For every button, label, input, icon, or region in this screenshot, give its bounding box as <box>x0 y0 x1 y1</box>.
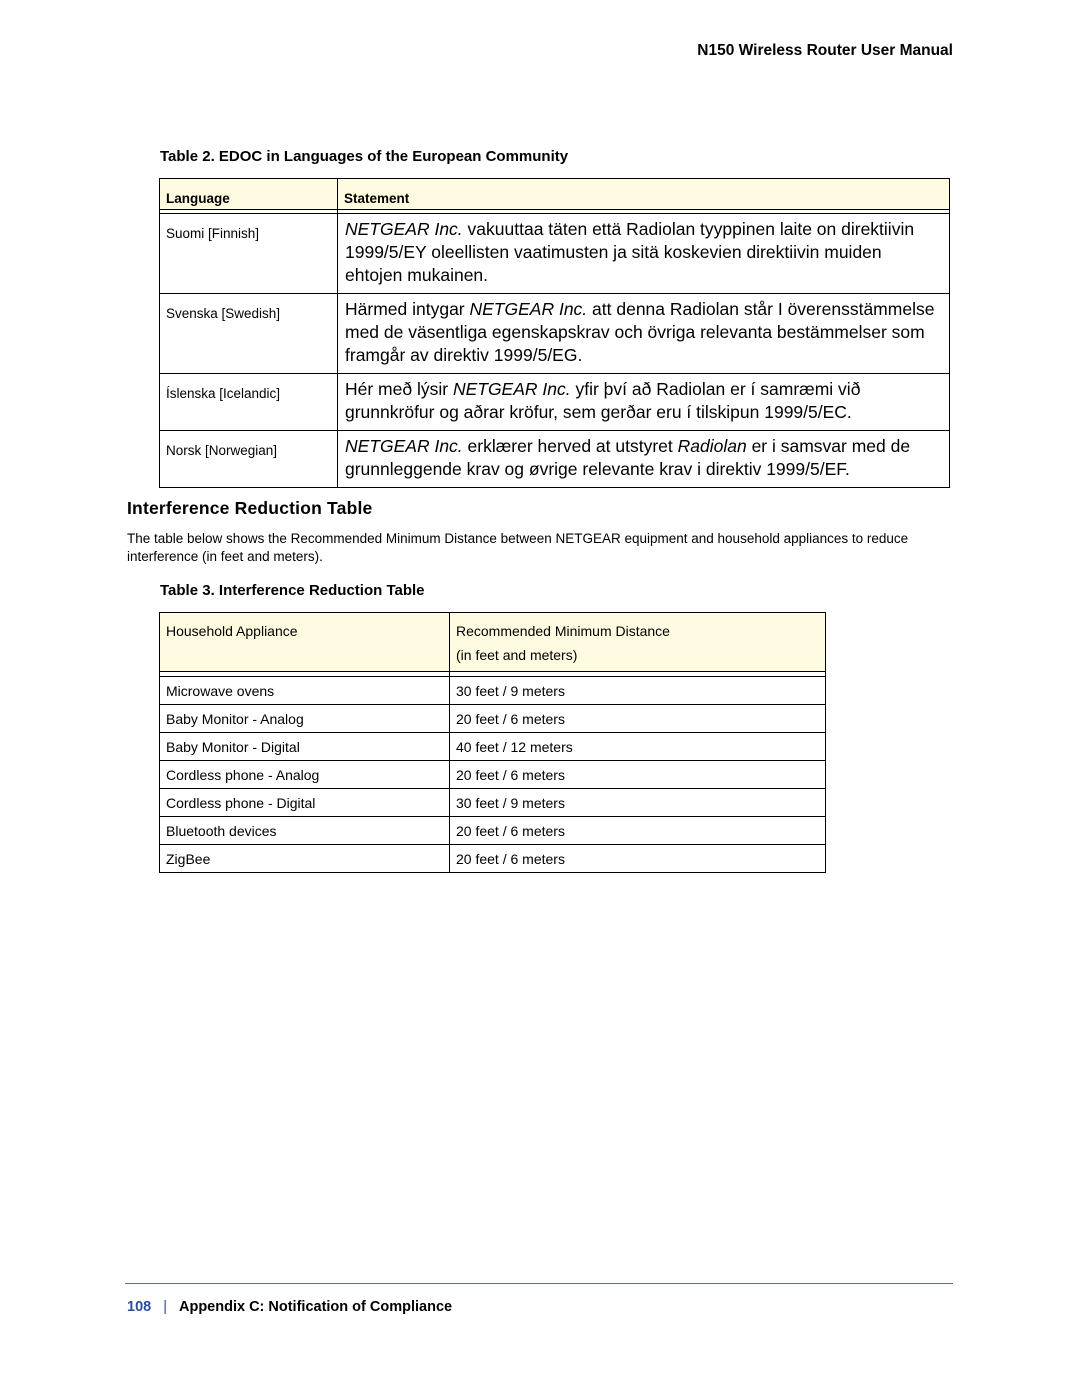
statement-cell <box>338 374 950 431</box>
statement-text: Hér með lýsir <box>345 379 453 399</box>
distance-cell: 30 feet / 9 meters <box>450 677 826 705</box>
footer-divider <box>125 1283 953 1284</box>
table-row <box>160 677 826 705</box>
language-cell: Norsk [Norwegian] <box>160 431 338 488</box>
table2-caption: Table 2. EDOC in Languages of the European Community <box>160 148 569 165</box>
statement-text: Härmed intygar <box>345 299 470 319</box>
page-number: 108 <box>127 1299 152 1315</box>
distance-cell: 20 feet / 6 meters <box>450 817 826 845</box>
appliance-cell: Cordless phone - Digital <box>160 789 450 817</box>
column-header-distance <box>450 613 826 672</box>
appliance-cell: Microwave ovens <box>160 677 450 705</box>
section-heading: Interference Reduction Table <box>127 498 373 518</box>
column-header-statement: Statement <box>338 179 950 210</box>
page-footer <box>127 1299 452 1315</box>
company-name: NETGEAR Inc. <box>469 299 588 319</box>
language-cell: Svenska [Swedish] <box>160 294 338 374</box>
distance-cell: 40 feet / 12 meters <box>450 733 826 761</box>
statement-text: erklærer herved at utstyret <box>462 436 678 456</box>
table-row <box>160 845 826 873</box>
statement-cell <box>338 294 950 374</box>
distance-cell: 30 feet / 9 meters <box>450 789 826 817</box>
distance-header-line1: Recommended Minimum Distance <box>456 623 670 639</box>
statement-text: er i samsvar med de grunnleggende krav og øvrige relevante krav i direktiv 1999/5/EF. <box>345 436 911 479</box>
appliance-cell: Baby Monitor - Digital <box>160 733 450 761</box>
interference-header-row <box>160 613 826 672</box>
appliance-cell: Cordless phone - Analog <box>160 761 450 789</box>
statement-text: att denna Radiolan står I överensstämmelse med de väsentliga egenskapskrav och övriga relevanta bestämmelser som framgår av direktiv 1999/5/EG. <box>345 299 935 365</box>
appliance-cell: ZigBee <box>160 845 450 873</box>
distance-cell: 20 feet / 6 meters <box>450 761 826 789</box>
appliance-cell: Baby Monitor - Analog <box>160 705 450 733</box>
table-row <box>160 817 826 845</box>
language-cell: Suomi [Finnish] <box>160 214 338 294</box>
product-name: Radiolan <box>677 436 747 456</box>
distance-cell: 20 feet / 6 meters <box>450 705 826 733</box>
company-name: NETGEAR Inc. <box>452 379 571 399</box>
table-row <box>160 705 826 733</box>
company-name: NETGEAR Inc. <box>345 219 463 239</box>
statement-cell <box>338 431 950 488</box>
footer-chapter-title: Appendix C: Notification of Compliance <box>178 1299 453 1315</box>
statement-text: yfir því að Radiolan er í samræmi við grunnkröfur og aðrar kröfur, sem gerðar eru í tilskipun 1999/5/EC. <box>345 379 861 422</box>
statement-cell <box>338 214 950 294</box>
column-header-language: Language <box>160 179 338 210</box>
statement-text: vakuuttaa täten että Radiolan tyyppinen laite on direktiivin 1999/5/EY oleellisten vaatimusten ja sitä koskevien direktiivin muiden ehtojen mukainen. <box>345 219 915 285</box>
table-row <box>160 761 826 789</box>
footer-separator: | <box>163 1299 167 1315</box>
table-row <box>160 733 826 761</box>
edoc-header-row <box>160 179 950 210</box>
distance-cell: 20 feet / 6 meters <box>450 845 826 873</box>
intro-paragraph: The table below shows the Recommended Minimum Distance between NETGEAR equipment and household appliances to reduce interference (in feet and meters). <box>127 531 909 564</box>
running-header-title: N150 Wireless Router User Manual <box>697 42 953 59</box>
appliance-cell: Bluetooth devices <box>160 817 450 845</box>
table-row <box>160 789 826 817</box>
language-cell: Íslenska [Icelandic] <box>160 374 338 431</box>
table-row <box>160 214 950 294</box>
column-header-appliance: Household Appliance <box>160 613 450 672</box>
interference-table <box>159 612 826 873</box>
table-row <box>160 431 950 488</box>
distance-header-line2: (in feet and meters) <box>456 647 578 663</box>
edoc-table <box>159 178 950 488</box>
company-name: NETGEAR Inc. <box>345 436 463 456</box>
table3-caption: Table 3. Interference Reduction Table <box>160 582 425 599</box>
table-row <box>160 374 950 431</box>
table-row <box>160 294 950 374</box>
